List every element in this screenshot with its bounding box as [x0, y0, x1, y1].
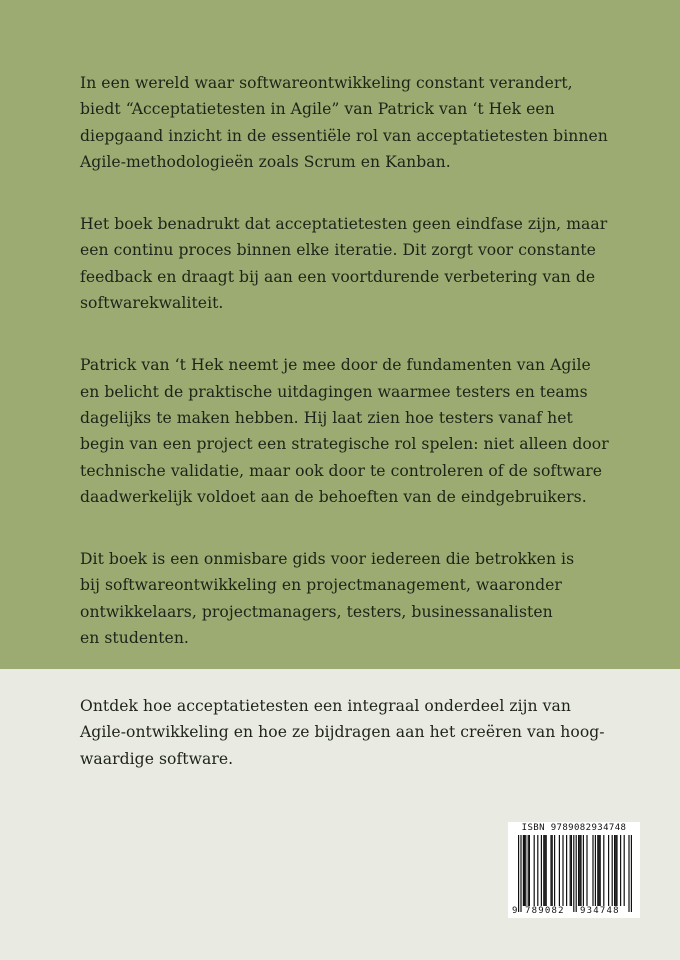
barcode-bar	[624, 835, 625, 906]
text-line: Dit boek is een onmisbare gids voor iedereen die betrokken is	[80, 550, 575, 569]
isbn-label: ISBN 9789082934748	[521, 823, 627, 833]
barcode-bar	[566, 835, 567, 906]
barcode-bar	[528, 835, 529, 906]
barcode-bar	[586, 835, 587, 906]
isbn-barcode	[508, 822, 640, 918]
barcode-bar	[600, 835, 601, 906]
text-line: In een wereld waar softwareontwikkeling constant verandert,	[80, 74, 573, 92]
barcode-bar	[552, 835, 553, 906]
paragraph-4	[80, 546, 620, 651]
barcode-bar	[583, 835, 584, 906]
barcode-bar	[595, 835, 596, 906]
text-line: waardige software.	[80, 749, 234, 768]
barcode-bar	[541, 835, 542, 906]
barcode-bar	[612, 835, 613, 906]
paragraph-3	[80, 352, 620, 510]
barcode-bar	[631, 835, 632, 912]
barcode-bar	[544, 835, 545, 906]
text-line: Patrick van ‘t Hek neemt je mee door de fundamenten van Agile	[80, 356, 591, 375]
barcode-bar	[525, 835, 526, 906]
blurb	[80, 70, 620, 687]
barcode-bar	[524, 835, 525, 906]
barcode-bar	[570, 835, 571, 906]
barcode-bar	[597, 835, 598, 906]
barcode-bar	[534, 835, 535, 906]
barcode-bars	[508, 822, 640, 918]
text-line: begin van een project een strategische rol spelen: niet alleen door	[80, 435, 609, 454]
barcode-bar	[628, 835, 629, 912]
barcode-bar	[615, 835, 616, 906]
text-line: diepgaand inzicht in de essentiële rol van acceptatietesten binnen	[80, 126, 608, 145]
closing-paragraph	[80, 693, 620, 772]
text-line: biedt “Acceptatietesten in Agile” van Patrick van ‘t Hek een	[80, 100, 555, 119]
isbn-first-digit: 9	[512, 906, 518, 916]
barcode-bar	[543, 835, 544, 906]
barcode-bar	[550, 835, 551, 906]
barcode-bar	[520, 835, 521, 912]
barcode-bar	[523, 835, 524, 906]
barcode-bar	[608, 835, 609, 906]
barcode-bar	[562, 835, 563, 906]
text-line: Het boek benadrukt dat acceptatietesten geen eindfase zijn, maar	[80, 215, 608, 234]
text-line: Agile-ontwikkeling en hoe ze bijdragen aan het creëren van hoog-	[80, 723, 605, 742]
paragraph-1	[80, 70, 620, 175]
barcode-bar	[529, 835, 530, 906]
paragraph-2	[80, 211, 620, 316]
barcode-bar	[573, 835, 574, 912]
barcode-bar	[620, 835, 621, 906]
barcode-bar	[578, 835, 579, 906]
barcode-bar	[518, 835, 519, 912]
text-line: een continu proces binnen elke iteratie. Dit zorgt voor constante	[80, 241, 596, 260]
barcode-bar	[614, 835, 615, 906]
barcode-bar	[592, 835, 593, 906]
text-line: daadwerkelijk voldoet aan de behoeften van de eindgebruikers.	[80, 487, 587, 506]
text-line: en belicht de praktische uitdagingen waarmee testers en teams	[80, 382, 588, 401]
barcode-bar	[554, 835, 555, 906]
barcode-bar	[616, 835, 617, 906]
barcode-bar	[571, 835, 572, 906]
text-line: bij softwareontwikkeling en projectmanagement, waaronder	[80, 576, 562, 595]
barcode-bar	[580, 835, 581, 906]
barcode-bar	[559, 835, 560, 906]
text-line: feedback en draagt bij aan een voortdurende verbetering van de	[80, 267, 596, 286]
barcode-bar	[537, 835, 538, 906]
isbn-left-digits: 789082	[525, 906, 565, 916]
barcode-bar	[603, 835, 604, 906]
text-line: softwarekwaliteit.	[80, 294, 224, 313]
text-line: Ontdek hoe acceptatietesten een integraal onderdeel zijn van	[80, 697, 571, 715]
text-line: en studenten.	[80, 629, 189, 648]
text-line: dagelijks te maken hebben. Hij laat zien hoe testers vanaf het	[80, 408, 573, 427]
isbn-right-digits: 934748	[580, 906, 620, 916]
barcode-bar	[598, 835, 599, 906]
barcode-bar	[579, 835, 580, 906]
barcode-bar	[546, 835, 547, 906]
barcode-bar	[576, 835, 577, 912]
text-line: Agile-methodologieën zoals Scrum en Kanban.	[80, 152, 451, 171]
text-line: technische validatie, maar ook door te controleren of de software	[80, 461, 603, 480]
isbn-digits	[508, 906, 640, 918]
text-line: ontwikkelaars, projectmanagers, testers, businessanalisten	[80, 602, 553, 621]
